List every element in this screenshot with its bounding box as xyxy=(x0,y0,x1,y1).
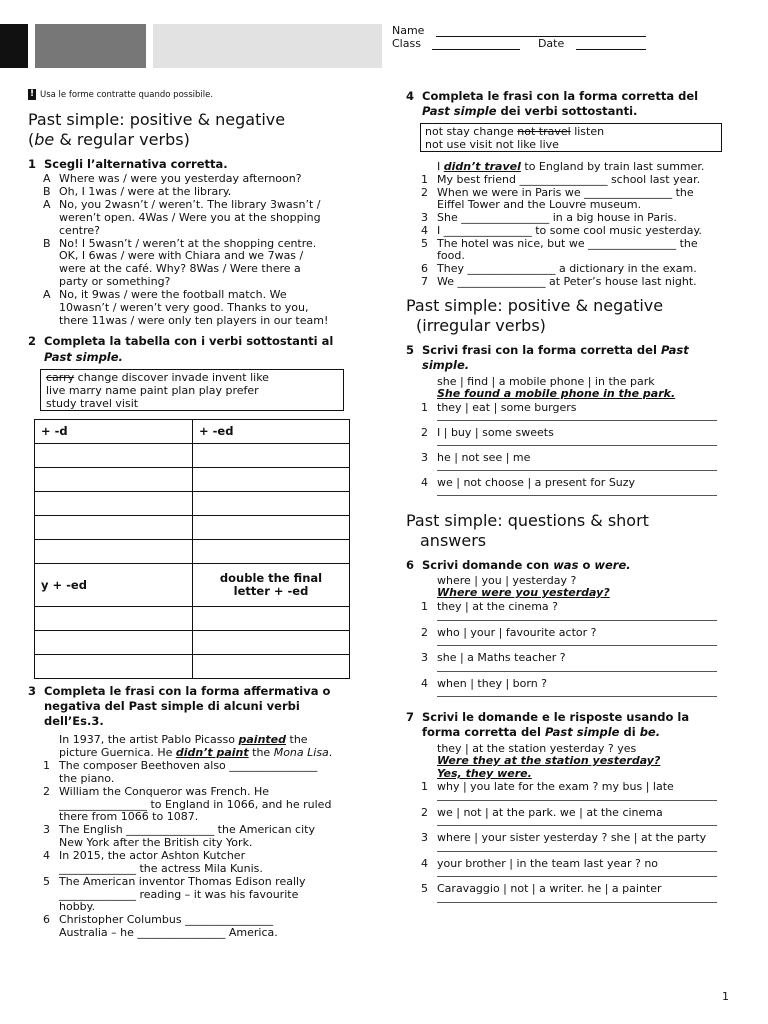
question-item xyxy=(421,882,662,895)
table-cell[interactable] xyxy=(193,607,350,631)
list-item xyxy=(421,249,465,262)
item-text: we | not | at the park. we | at the cinema xyxy=(437,805,663,819)
item-text: Eiffel Tower and the Louvre museum. xyxy=(437,198,642,212)
ex3-example-2: picture Guernica. He didn’t paint the Mona Lisa. xyxy=(59,746,333,759)
name-field: Name xyxy=(392,24,646,37)
item-text: The hotel was nice, but we ________________ the xyxy=(437,236,698,250)
table-cell[interactable] xyxy=(35,516,193,540)
date-line[interactable] xyxy=(576,39,646,50)
item-label: 4 xyxy=(421,856,428,870)
exclamation-icon: ! xyxy=(29,89,35,99)
section-title-1: Past simple: positive & negative (be & regular verbs) xyxy=(28,110,286,149)
item-label: 2 xyxy=(421,426,428,439)
list-item xyxy=(43,759,317,772)
item-label: A xyxy=(43,288,51,302)
list-item xyxy=(43,172,302,185)
item-text: Australia – he ________________ America. xyxy=(59,926,278,940)
item-text: why | you late for the exam ? my bus | late xyxy=(437,780,674,793)
list-item xyxy=(43,314,328,327)
list-item xyxy=(43,288,287,301)
list-item xyxy=(43,849,245,862)
table-cell[interactable] xyxy=(193,631,350,655)
list-item xyxy=(421,186,694,199)
list-item xyxy=(421,275,697,288)
list-item xyxy=(43,862,263,875)
item-text: She ________________ in a big house in Paris. xyxy=(437,211,677,225)
item-text: No, you 2wasn’t / weren’t. The library 3wasn’t / xyxy=(59,197,321,211)
section-title-2: Past simple: positive & negative (irregular verbs) xyxy=(406,296,664,335)
item-text: were at the café. Why? 8Was / Were there a xyxy=(59,262,301,276)
question-item xyxy=(421,857,658,870)
item-text: food. xyxy=(437,249,465,263)
item-label: 5 xyxy=(421,882,428,895)
item-text: party or something? xyxy=(59,275,171,289)
ex7-title: 7 Scrivi le domande e le risposte usando la forma corretta del Past simple di be. xyxy=(406,710,690,739)
item-text: We ________________ at Peter’s house last night. xyxy=(437,274,697,288)
item-text: Oh, I 1was / were at the library. xyxy=(59,184,232,198)
list-item xyxy=(43,798,331,811)
answer-line[interactable] xyxy=(437,445,717,446)
table-cell[interactable] xyxy=(193,444,350,468)
item-label: 4 xyxy=(421,676,428,690)
item-text: The American inventor Thomas Edison really xyxy=(59,874,306,888)
list-item xyxy=(43,224,100,237)
list-item xyxy=(43,900,95,913)
item-text: there 11was / were only ten players in our team! xyxy=(59,313,329,327)
item-label: 3 xyxy=(421,831,428,844)
answer-line[interactable] xyxy=(437,851,717,852)
list-item xyxy=(421,198,641,211)
header-block-dark xyxy=(35,24,146,68)
ex2-table xyxy=(34,419,350,679)
list-item xyxy=(43,772,114,785)
item-label: 3 xyxy=(421,451,428,464)
item-text: weren’t open. 4Was / Were you at the shopping xyxy=(59,210,321,224)
table-cell[interactable] xyxy=(193,468,350,492)
table-header-double: double the final letter + -ed xyxy=(193,564,350,607)
class-date-field: Class Date xyxy=(392,37,646,50)
item-label: 3 xyxy=(421,211,428,225)
question-item xyxy=(421,806,663,819)
item-text: there from 1066 to 1087. xyxy=(59,810,199,824)
header-block-light xyxy=(153,24,382,68)
ex4-title: 4 Completa le frasi con la forma corretta del Past simple dei verbi sottostanti. xyxy=(406,89,699,118)
list-item xyxy=(43,913,273,926)
ex6-example-ans: Where were you yesterday? xyxy=(437,586,610,599)
item-text: William the Conqueror was French. He xyxy=(59,784,270,798)
item-text: New York after the British city York. xyxy=(59,836,253,850)
item-text: OK, I 6was / were with Chiara and we 7was / xyxy=(59,249,304,263)
list-item xyxy=(43,926,278,939)
ex7-example-ans2: Yes, they were. xyxy=(437,767,532,780)
class-line[interactable] xyxy=(432,39,520,50)
item-label: 5 xyxy=(421,236,428,250)
answer-line[interactable] xyxy=(437,495,717,496)
item-text: No, it 9was / were the football match. We xyxy=(59,288,287,302)
item-label: 6 xyxy=(43,913,50,927)
item-text: we | not choose | a present for Suzy xyxy=(437,476,636,489)
table-cell[interactable] xyxy=(35,607,193,631)
item-label: 4 xyxy=(421,223,428,237)
item-text: they | eat | some burgers xyxy=(437,401,577,414)
question-item xyxy=(421,626,597,639)
item-text: where | your sister yesterday ? she | at the party xyxy=(437,831,707,844)
ex6-title: 6 Scrivi domande con was o were. xyxy=(406,558,631,572)
item-label: A xyxy=(43,172,51,185)
item-text: the piano. xyxy=(59,771,115,785)
item-text: ______________ the actress Mila Kunis. xyxy=(59,861,263,875)
list-item xyxy=(43,810,198,823)
table-cell[interactable] xyxy=(193,516,350,540)
item-label: 6 xyxy=(421,261,428,275)
item-text: They ________________ a dictionary in the exam. xyxy=(437,261,697,275)
item-text: Where was / were you yesterday afternoon? xyxy=(59,172,302,185)
item-text: who | your | favourite actor ? xyxy=(437,625,597,639)
item-text: I ________________ to some cool music yesterday. xyxy=(437,223,702,237)
item-text: No! I 5wasn’t / weren’t at the shopping centre. xyxy=(59,236,317,250)
list-item xyxy=(421,237,698,250)
item-label: 7 xyxy=(421,274,428,288)
list-item xyxy=(43,198,321,211)
answer-line[interactable] xyxy=(437,902,717,903)
answer-line[interactable] xyxy=(437,696,717,697)
question-item xyxy=(421,401,577,414)
item-text: they | at the cinema ? xyxy=(437,600,558,613)
item-text: centre? xyxy=(59,223,100,237)
item-text: I | buy | some sweets xyxy=(437,426,554,439)
item-text: ________________ to England in 1066, and he ruled xyxy=(59,797,332,811)
list-item xyxy=(43,785,269,798)
ex5-example-q: she | find | a mobile phone | in the park xyxy=(437,375,655,388)
item-label: 1 xyxy=(43,759,50,772)
question-item xyxy=(421,651,566,664)
list-item xyxy=(421,224,702,237)
table-header-y-ed: y + -ed xyxy=(35,564,193,607)
list-item xyxy=(43,275,170,288)
ex2-title: 2 Completa la tabella con i verbi sottostanti al xyxy=(28,334,334,348)
item-text: Christopher Columbus ________________ xyxy=(59,913,274,927)
answer-line[interactable] xyxy=(437,800,717,801)
question-item xyxy=(421,780,674,793)
item-label: 1 xyxy=(421,401,428,414)
item-text: Caravaggio | not | a writer. he | a painter xyxy=(437,882,662,895)
question-item xyxy=(421,831,706,844)
answer-line[interactable] xyxy=(437,420,717,421)
list-item xyxy=(43,888,298,901)
list-item xyxy=(421,262,697,275)
ex4-word-box: not stay change not travel listen not use visit not like live xyxy=(420,123,722,152)
table-cell[interactable] xyxy=(35,444,193,468)
table-cell[interactable] xyxy=(193,492,350,516)
item-label: B xyxy=(43,236,51,250)
item-label: B xyxy=(43,184,51,198)
ex2-title-b: Past simple. xyxy=(44,350,123,364)
item-text: My best friend ________________ school last year. xyxy=(437,173,701,186)
question-item xyxy=(421,677,547,690)
item-label: 5 xyxy=(43,874,50,888)
answer-line[interactable] xyxy=(437,620,717,621)
question-item xyxy=(421,451,530,464)
list-item xyxy=(421,173,700,186)
page-number: 1 xyxy=(722,990,729,1003)
table-cell[interactable] xyxy=(35,540,193,564)
item-label: 1 xyxy=(421,173,428,186)
ex3-title: 3 Completa le frasi con la forma affermativa o negativa del Past simple di alcuni verbi dell’Es.3. xyxy=(28,684,331,728)
note: ! Usa le forme contratte quando possibile. xyxy=(29,89,214,100)
item-text: your brother | in the team last year ? no xyxy=(437,856,659,870)
answer-line[interactable] xyxy=(437,671,717,672)
item-text: The composer Beethoven also ________________ xyxy=(59,759,318,772)
item-text: ______________ reading – it was his favourite xyxy=(59,887,299,901)
list-item xyxy=(43,836,252,849)
table-cell[interactable] xyxy=(35,631,193,655)
item-label: A xyxy=(43,197,51,211)
item-text: when | they | born ? xyxy=(437,676,548,690)
ex7-example-q: they | at the station yesterday ? yes xyxy=(437,742,637,755)
table-cell[interactable] xyxy=(35,655,193,679)
name-line[interactable] xyxy=(436,26,646,37)
list-item xyxy=(43,249,303,262)
answer-line[interactable] xyxy=(437,825,717,826)
table-cell[interactable] xyxy=(193,540,350,564)
table-cell[interactable] xyxy=(35,492,193,516)
item-text: 10wasn’t / weren’t very good. Thanks to you, xyxy=(59,301,309,314)
table-header-d: + -d xyxy=(35,420,193,444)
item-text: she | a Maths teacher ? xyxy=(437,651,566,664)
item-label: 2 xyxy=(421,805,428,819)
question-item xyxy=(421,426,554,439)
item-label: 2 xyxy=(43,784,50,798)
header-block-black xyxy=(0,24,28,68)
item-label: 4 xyxy=(43,848,50,862)
ex4-example: I didn’t travel to England by train last summer. xyxy=(437,160,705,173)
item-label: 3 xyxy=(421,651,428,664)
table-cell[interactable] xyxy=(35,468,193,492)
item-label: 3 xyxy=(43,823,50,837)
item-text: In 2015, the actor Ashton Kutcher xyxy=(59,848,246,862)
ex5-example-ans: She found a mobile phone in the park. xyxy=(437,387,676,400)
ex6-example-q: where | you | yesterday ? xyxy=(437,574,577,587)
ex2-word-box: carry change discover invade invent like live marry name paint plan play prefer study travel visit xyxy=(40,369,344,411)
list-item xyxy=(43,211,321,224)
ex1-title: 1 Scegli l’alternativa corretta. xyxy=(28,157,228,171)
table-cell[interactable] xyxy=(193,655,350,679)
item-text: The English ________________ the American city xyxy=(59,823,315,837)
item-label: 2 xyxy=(421,185,428,199)
item-label: 1 xyxy=(421,780,428,793)
list-item xyxy=(43,262,301,275)
item-text: When we were in Paris we ________________ the xyxy=(437,185,694,199)
table-header-ed: + -ed xyxy=(193,420,350,444)
item-label: 4 xyxy=(421,476,428,489)
ex3-example-1: In 1937, the artist Pablo Picasso painted the xyxy=(59,733,308,746)
list-item xyxy=(43,185,231,198)
section-title-3: Past simple: questions & short answers xyxy=(406,511,649,550)
question-item xyxy=(421,476,635,489)
item-text: hobby. xyxy=(59,900,96,914)
ex5-title: 5 Scrivi frasi con la forma corretta del Past simple. xyxy=(406,343,689,372)
list-item xyxy=(43,237,316,250)
item-label: 1 xyxy=(421,600,428,613)
item-text: he | not see | me xyxy=(437,451,531,464)
list-item xyxy=(43,875,306,888)
answer-line[interactable] xyxy=(437,470,717,471)
ex7-example-ans1: Were they at the station yesterday? xyxy=(437,754,661,767)
list-item xyxy=(43,301,309,314)
list-item xyxy=(43,823,315,836)
answer-line[interactable] xyxy=(437,876,717,877)
question-item xyxy=(421,600,558,613)
item-label: 2 xyxy=(421,625,428,639)
list-item xyxy=(421,211,677,224)
answer-line[interactable] xyxy=(437,645,717,646)
